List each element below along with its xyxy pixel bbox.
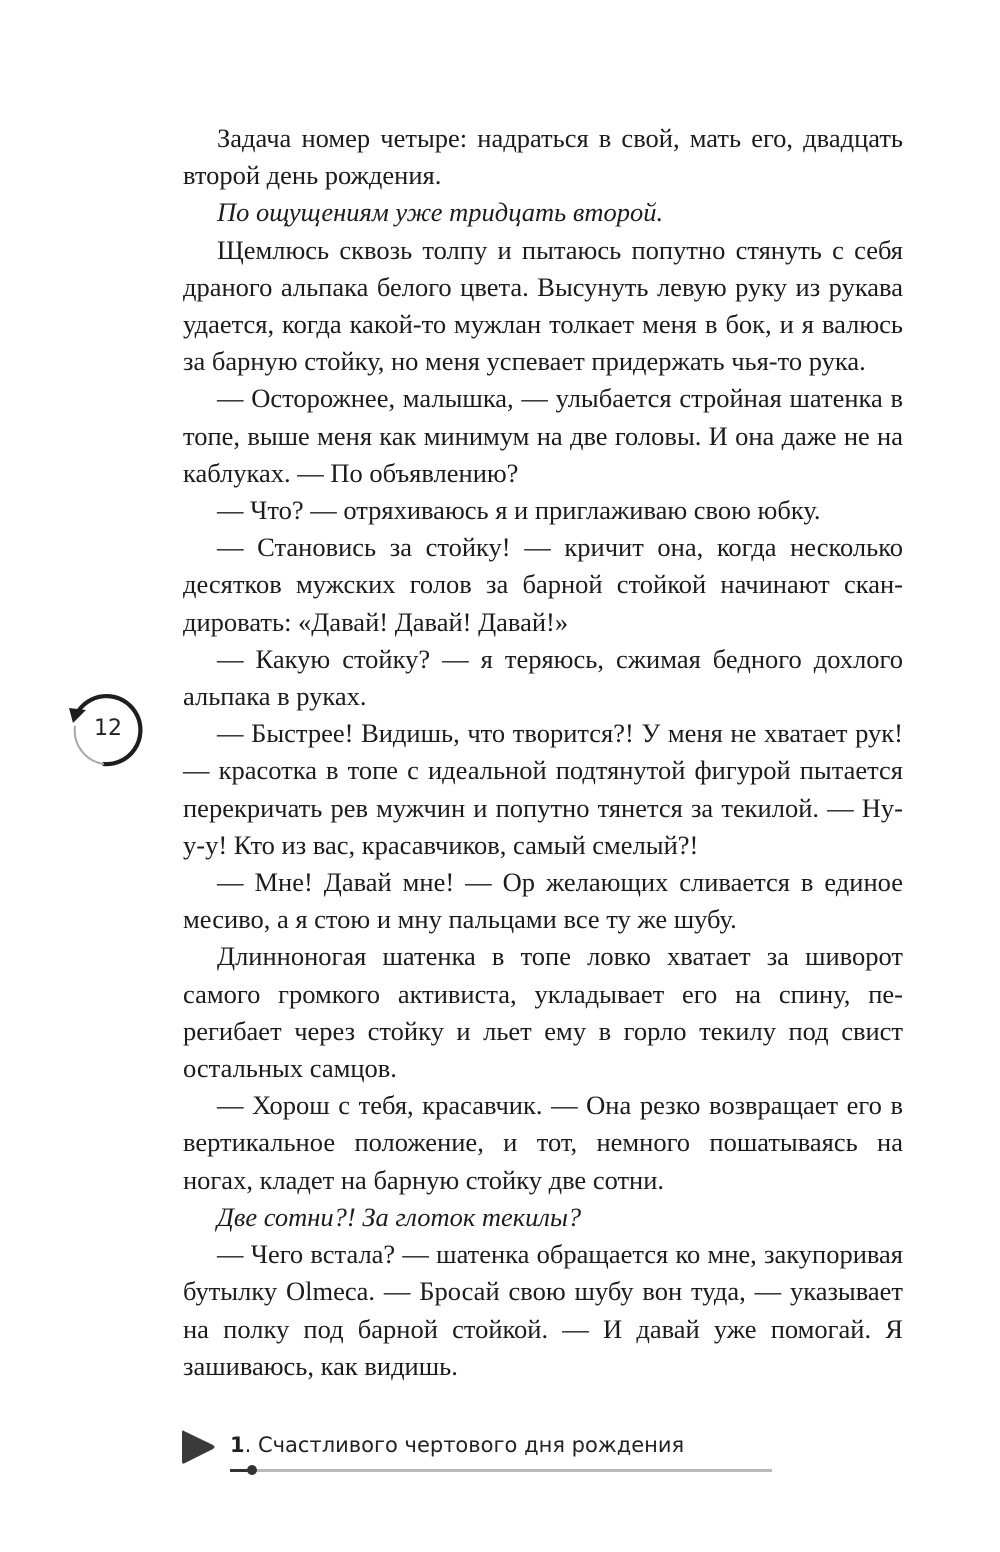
paragraph: — Осторожнее, малышка, — улыбается стройная шатенка в топе, выше меня как минимум на две головы. И она даже не на каблуках. — По объявлению? bbox=[183, 383, 903, 488]
chapter-title bbox=[230, 1431, 684, 1459]
chapter-progress-handle bbox=[247, 1465, 257, 1475]
chapter-title-text: . Счастливого чертового дня рождения bbox=[244, 1433, 685, 1457]
body-text bbox=[183, 120, 903, 1385]
paragraph-italic: Две сотни?! За глоток текилы? bbox=[217, 1201, 582, 1232]
paragraph: Щемлюсь сквозь толпу и пытаюсь попутно стянуть с себя драного альпака белого цвета. Высунуть левую руку из рукава удается, когда какой-то мужлан толкает меня в бок, и я валюсь за барную стойку, но меня успевает придержать чья-то рука. bbox=[183, 234, 903, 377]
paragraph: — Быстрее! Видишь, что творится?! У меня не хватает рук! — красотка в топе с идеальной подтянутой фигурой пытается перекричать рев мужчин и попутно тянется за текилой. — Ну-у-у! Кто из вас, красавчиков, самый смелый?! bbox=[183, 718, 903, 860]
paragraph: Задача номер четыре: надраться в свой, мать его, двадцать второй день рождения. bbox=[183, 123, 903, 191]
chapter-progress-bar bbox=[230, 1469, 772, 1472]
paragraph-italic: По ощущениям уже тридцать второй. bbox=[217, 197, 664, 228]
paragraph: — Что? — отряхиваюсь я и приглаживаю свою юбку. bbox=[217, 495, 821, 526]
paragraph: — Мне! Давай мне! — Ор желающих сливается в единое месиво, а я стою и мну пальцами все ту же шубу. bbox=[183, 867, 903, 935]
paragraph: — Становись за стойку! — кричит она, когда несколько десятков мужских голов за барной стойкой начинают скандировать: «Давай! Давай! Давай!» bbox=[183, 532, 903, 637]
chapter-footer bbox=[180, 1424, 780, 1484]
play-icon bbox=[180, 1428, 216, 1466]
chapter-number: 1 bbox=[230, 1433, 245, 1457]
paragraph: Длинноногая шатенка в топе ловко хватает за шиворот самого громкого активиста, укладывает его на спину, перегибает через стойку и льет ему в горло текилу под свист остальных самцов. bbox=[183, 941, 903, 1084]
paragraph: — Хорош с тебя, красавчик. — Она резко возвращает его в вертикальное положение, и тот, немного пошатываясь на ногах, кладет на барную стойку две сотни. bbox=[183, 1090, 903, 1195]
page-number: 12 bbox=[94, 716, 122, 741]
paragraph: — Чего встала? — шатенка обращается ко мне, закупоривая бутылку Olmeca. — Бросай свою шубу вон туда, — указывает на полку под барной стойкой. — И давай уже помогай. Я зашиваюсь, как видишь. bbox=[183, 1239, 903, 1381]
paragraph: — Какую стойку? — я теряюсь, сжимая бедного дохлого альпака в руках. bbox=[183, 643, 903, 712]
